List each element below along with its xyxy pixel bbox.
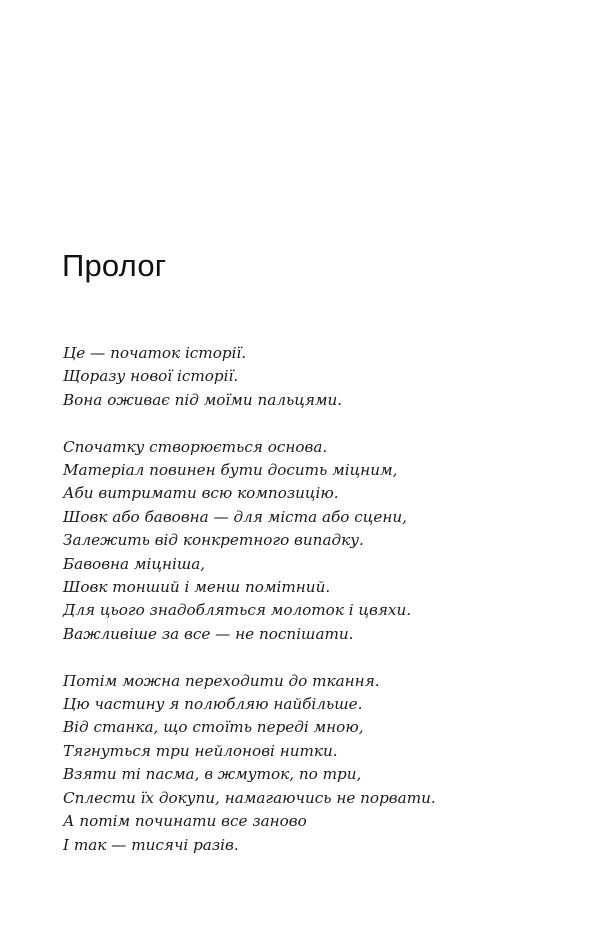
poem-line: Аби витримати всю композицію. [63,484,339,503]
poem-line: Від станка, що стоїть переді мною, [63,718,364,737]
poem-line: Залежить від конкретного випадку. [63,531,364,550]
stanza-1 [63,342,563,412]
poem-line: Шовк тонший і менш помітний. [63,578,331,597]
poem-line: Сплести їх докупи, намагаючись не порвати. [63,788,436,807]
poem-line: Матеріал повинен бути досить міцним, [63,461,398,480]
poem-line: Цю частину я полюбляю найбільше. [63,695,363,714]
poem-line: Це — початок історії. [63,344,247,362]
poem-line: Тягнуться три нейлонові нитки. [63,741,338,760]
poem-line: Потім можна переходити до ткання. [63,671,380,690]
poem-line: Вона оживає під моїми пальцями. [63,390,343,409]
poem-line: Взяти ті пасма, в жмуток, по три, [63,765,362,784]
stanza-2 [63,436,563,647]
stanza-3 [63,670,563,857]
prologue-poem [63,342,563,857]
poem-line: Щоразу нової історії. [63,367,239,386]
poem-line: А потім починати все заново [63,812,307,831]
poem-line: Важливіше за все — не поспішати. [63,624,354,643]
poem-line: Шовк або бавовна — для міста або сцени, [63,507,407,526]
poem-line: Для цього знадобляться молоток і цвяхи. [63,601,412,620]
poem-line: І так — тисячі разів. [63,835,239,854]
poem-line: Бавовна міцніша, [63,554,206,573]
poem-line: Спочатку створюється основа. [63,437,328,456]
chapter-title: Пролог [62,248,167,283]
